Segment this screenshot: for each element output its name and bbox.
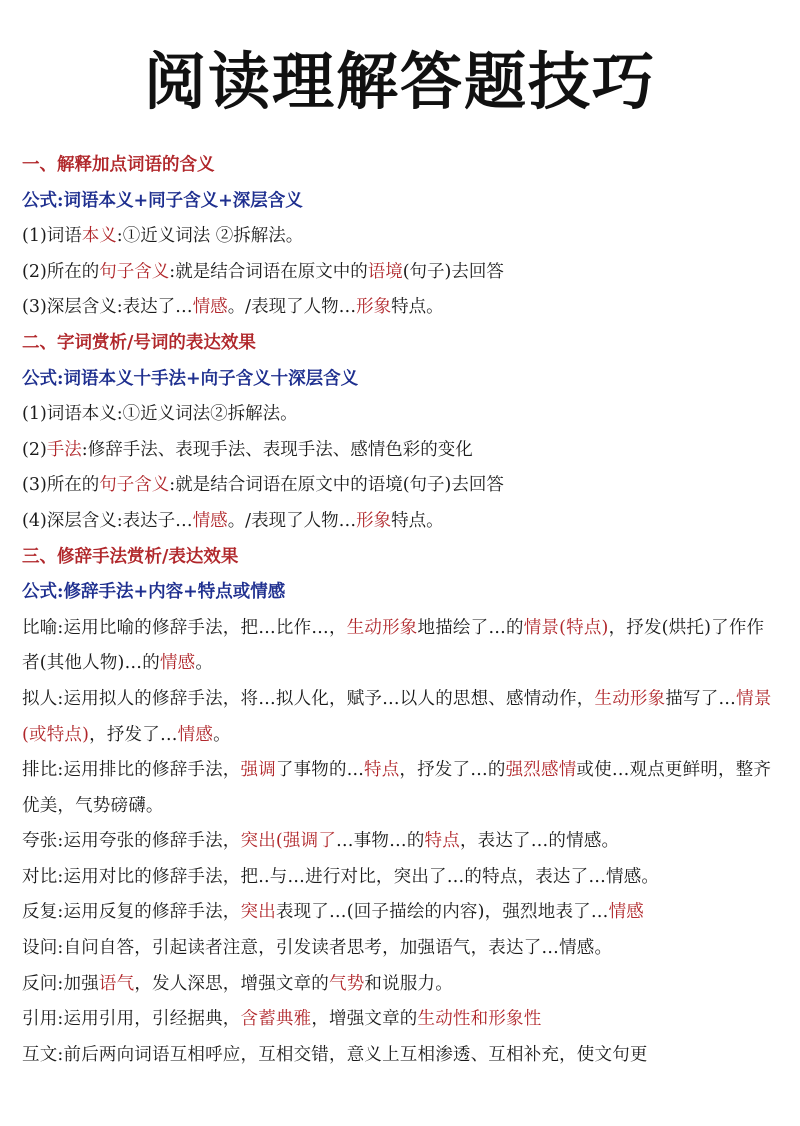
rhetoric-item [22, 895, 778, 931]
emphasis-text: 情景(特点) [523, 617, 609, 638]
emphasis-text: 强调 [240, 760, 276, 781]
text-segment: 表现了…(回子描绘的内容)，强烈地表了… [275, 902, 609, 923]
text-segment: ，抒发(烘托)了作作者(其他人物)…的 [22, 617, 765, 674]
text-segment: (3)深层含义:表达了… [22, 297, 193, 318]
section-line [22, 468, 778, 504]
text-segment: 地描绘了…的 [417, 617, 524, 638]
document-body [22, 148, 778, 1073]
emphasis-text: 突出 [240, 902, 276, 923]
emphasis-text: 气势 [329, 973, 365, 994]
emphasis-text: 情感 [177, 724, 214, 745]
text-segment: 夸张:运用夸张的修辞手法， [22, 831, 241, 852]
text-segment: 互文:前后两向词语互相呼应，互相交错，意义上互相渗透、互相补充，使文句更 [22, 1044, 648, 1065]
emphasis-text: 情景(或特点) [22, 688, 772, 745]
emphasis-text: 情感 [159, 653, 196, 674]
rhetoric-item [22, 682, 778, 753]
emphasis-text: 强烈感情 [505, 760, 577, 781]
emphasis-text: 情感 [192, 297, 228, 318]
text-segment: 反复:运用反复的修辞手法， [22, 902, 241, 923]
text-segment: 设问:自问自答，引起读者注意，引发读者思考，加强语气，表达了…情感。 [22, 938, 613, 959]
text-segment: :修辞手法、表现手法、表现手法、感情色彩的变化 [81, 439, 473, 460]
text-segment: (2)所在的 [22, 261, 100, 282]
emphasis-text: 情感 [608, 902, 644, 923]
text-segment: ，抒发了…的 [399, 760, 506, 781]
emphasis-text: 语气 [98, 973, 135, 994]
text-segment: (1)词语本义:①近义词法②拆解法。 [22, 404, 298, 425]
text-segment: 特点。 [391, 510, 444, 531]
text-segment: 反问:加强 [22, 973, 99, 994]
rhetoric-item [22, 1038, 778, 1074]
text-segment: ，增强文章的 [311, 1009, 418, 1030]
text-segment: 。/表现了人物… [227, 297, 357, 318]
rhetoric-item [22, 753, 778, 824]
text-segment: 比喻:运用比喻的修辞手法，把…比作…， [22, 617, 347, 638]
section-line [22, 219, 778, 255]
emphasis-text: 特点 [424, 831, 460, 852]
section-line [22, 397, 778, 433]
text-segment: :就是结合词语在原文中的 [169, 261, 368, 282]
text-segment: 对比:运用对比的修辞手法，把..与…进行对比，突出了…的特点，表达了…情感。 [22, 866, 660, 887]
rhetoric-item [22, 860, 778, 896]
rhetoric-item [22, 967, 778, 1003]
emphasis-text: 语境 [367, 261, 403, 282]
section-heading: 二、字词赏析/号词的表达效果 [22, 332, 256, 353]
section-line [22, 255, 778, 291]
page-title: 阅读理解答题技巧 [143, 45, 656, 118]
text-segment: 。/表现了人物… [227, 510, 357, 531]
rhetoric-item [22, 824, 778, 860]
text-segment: :①近义词法 ②拆解法。 [116, 226, 304, 247]
emphasis-text: 生动性和形象性 [417, 1009, 542, 1030]
section-heading: 一、解释加点词语的含义 [22, 155, 215, 175]
text-segment: (3)所在的 [22, 475, 100, 496]
text-segment: 。 [213, 724, 231, 745]
text-segment: (句子)去回答 [402, 261, 504, 282]
emphasis-text: 本义 [81, 226, 117, 247]
text-segment: 。 [195, 653, 214, 674]
text-segment: (1)词语 [22, 226, 82, 247]
text-segment: ，抒发了… [89, 724, 178, 745]
text-segment: 特点。 [391, 297, 444, 318]
section-line [22, 290, 778, 326]
text-segment: 或使…观点更鲜明，整齐优美，气势磅礴。 [22, 760, 772, 816]
text-segment: 和说服力。 [364, 973, 453, 994]
text-segment: (4)深层含义:表达子… [22, 510, 193, 531]
section-heading: 三、修辞手法赏析/表达效果 [22, 546, 239, 567]
emphasis-text: 特点 [364, 760, 400, 781]
text-segment: :就是结合词语在原文中的语境(句子)去回答 [169, 475, 504, 496]
section-formula: 公式:词语本义+同子含义+深层含义 [22, 190, 303, 211]
text-segment: (2) [22, 439, 47, 460]
text-segment: 描写了… [665, 688, 737, 709]
emphasis-text: 生动形象 [594, 688, 666, 709]
rhetoric-item [22, 1002, 778, 1038]
text-segment: 引用:运用引用，引经据典， [22, 1009, 241, 1030]
emphasis-text: 形象 [356, 510, 392, 531]
emphasis-text: 突出(强调了 [240, 831, 337, 852]
section-formula: 公式:词语本义十手法+向子含义十深层含义 [22, 368, 359, 389]
emphasis-text: 生动形象 [346, 617, 418, 638]
section-line [22, 433, 778, 469]
emphasis-text: 形象 [356, 297, 392, 318]
emphasis-text: 情感 [192, 510, 228, 531]
text-segment: 了事物的... [275, 760, 364, 781]
rhetoric-item [22, 931, 778, 967]
text-segment: …事物…的 [336, 831, 425, 852]
text-segment: 拟人:运用拟人的修辞手法，将…拟人化，赋予…以人的思想、感情动作， [22, 688, 595, 709]
section-line [22, 504, 778, 540]
text-segment: ，表达了…的情感。 [459, 831, 620, 852]
text-segment: ，发人深思，增强文章的 [134, 973, 330, 994]
text-segment: 排比:运用排比的修辞手法， [22, 760, 241, 781]
emphasis-text: 含蓄典雅 [240, 1009, 312, 1030]
emphasis-text: 句子含义 [99, 475, 170, 496]
section-formula: 公式:修辞手法+内容+特点或情感 [22, 582, 286, 603]
emphasis-text: 手法 [46, 439, 82, 460]
emphasis-text: 句子含义 [99, 261, 170, 282]
rhetoric-item [22, 611, 778, 682]
